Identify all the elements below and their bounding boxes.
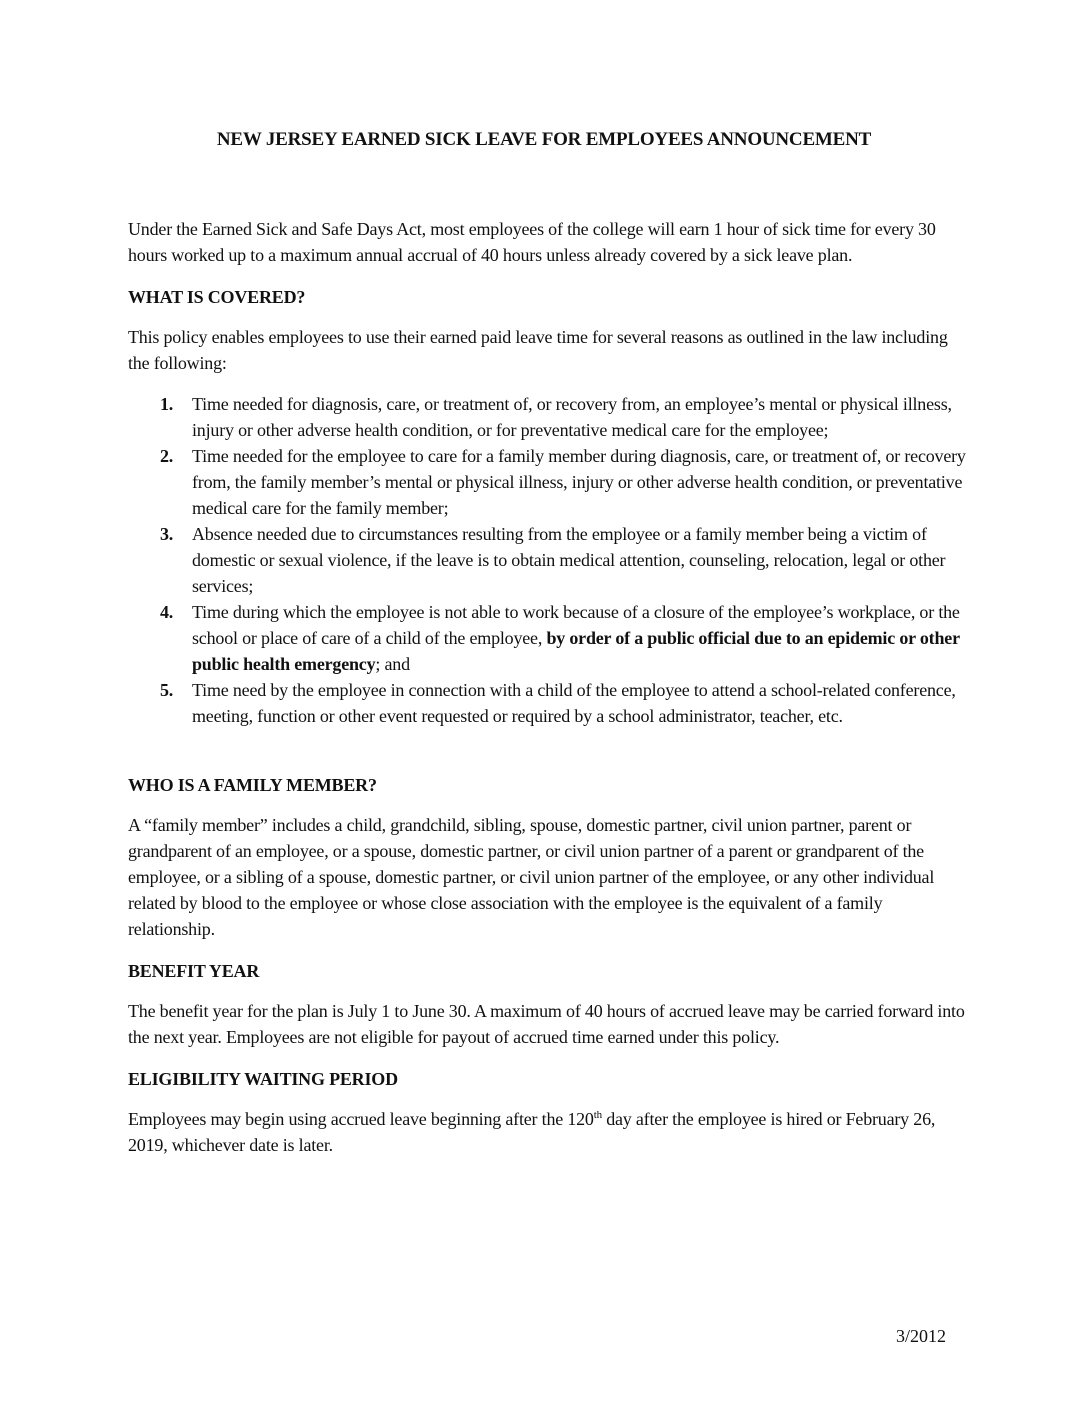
list-item	[128, 677, 966, 729]
list-item-text: Time needed for the employee to care for a family member during diagnosis, care, or treatment of, or recovery from, the family member’s mental or physical illness, injury or other adverse health condition, or preventative medical care for the family member;	[192, 446, 966, 518]
list-item	[128, 599, 966, 677]
list-item-text: Time needed for diagnosis, care, or treatment of, or recovery from, an employee’s mental or physical illness, injury or other adverse health condition, or for preventative medical care for the employee;	[192, 394, 952, 440]
list-item-emphasis: by order of a public official due to an epidemic or other public health emergency	[192, 628, 960, 674]
list-item-text: Absence needed due to circumstances resulting from the employee or a family member being a victim of domestic or sexual violence, if the leave is to obtain medical attention, counseling, relocation, legal or other services;	[192, 524, 946, 596]
list-item-text-end: ; and	[375, 654, 410, 674]
list-item	[128, 443, 966, 521]
document-body	[128, 216, 966, 1158]
list-item-number: 4.	[160, 602, 174, 622]
list-item-number: 5.	[160, 680, 174, 700]
list-item-number: 1.	[160, 394, 174, 414]
benefit-year-paragraph: The benefit year for the plan is July 1 to June 30. A maximum of 40 hours of accrued leave may be carried forward into the next year. Employees are not eligible for payout of accrued time earned under this policy.	[128, 1001, 965, 1047]
list-item-number: 2.	[160, 446, 174, 466]
document-title: NEW JERSEY EARNED SICK LEAVE FOR EMPLOYEES ANNOUNCEMENT	[216, 129, 872, 150]
ordinal-suffix: th	[593, 1109, 602, 1121]
footer-date: 3/2012	[896, 1326, 947, 1346]
list-item-number: 3.	[160, 524, 174, 544]
section-heading-benefit-year: BENEFIT YEAR	[128, 961, 260, 981]
list-item	[128, 391, 966, 443]
family-member-paragraph: A “family member” includes a child, grandchild, sibling, spouse, domestic partner, civil union partner, parent or grandparent of an employee, or a spouse, domestic partner, or civil union partner of a parent or grandparent of the employee, or a sibling of a spouse, domestic partner, or civil union partner of the employee, or any other individual related by blood to the employee or whose close association with the employee is the equivalent of a family relationship.	[128, 815, 935, 939]
section-heading-eligibility: ELIGIBILITY WAITING PERIOD	[128, 1069, 398, 1089]
list-item-text: Time need by the employee in connection with a child of the employee to attend a school-related conference, meeting, function or other event requested or required by a school administrator, teacher, etc.	[192, 680, 956, 726]
eligibility-paragraph	[128, 1106, 966, 1158]
intro-paragraph: Under the Earned Sick and Safe Days Act, most employees of the college will earn 1 hour of sick time for every 30 hours worked up to a maximum annual accrual of 40 hours unless already covered by a sick leave plan.	[128, 219, 936, 265]
covered-lead-paragraph: This policy enables employees to use their earned paid leave time for several reasons as outlined in the law including the following:	[128, 327, 948, 373]
eligibility-text-end: day after the employee is hired or February 26, 2019, whichever date is later.	[128, 1109, 936, 1155]
section-heading-family-member: WHO IS A FAMILY MEMBER?	[128, 775, 377, 795]
list-item	[128, 521, 966, 599]
eligibility-text: Employees may begin using accrued leave beginning after the 120	[128, 1109, 594, 1129]
covered-reasons-list	[128, 391, 966, 729]
section-heading-what-is-covered: WHAT IS COVERED?	[128, 287, 306, 307]
list-item-text: Time during which the employee is not able to work because of a closure of the employee’s workplace, or the school or place of care of a child of the employee,	[192, 602, 960, 648]
